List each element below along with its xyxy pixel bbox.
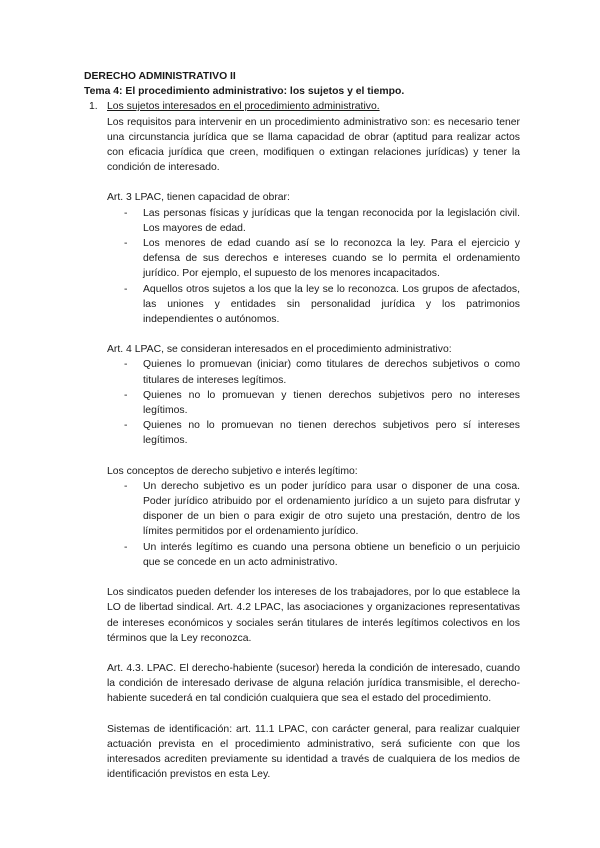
course-title: DERECHO ADMINISTRATIVO II: [84, 71, 236, 82]
section-number: 1.: [89, 101, 98, 113]
list-item-text: Un interés legítimo es cuando una persona obtiene un beneficio o un perjuicio que se concede en un acto administrativo.: [143, 541, 520, 568]
list-item: [107, 418, 520, 448]
list-item: [107, 357, 520, 387]
section-heading: [84, 99, 520, 114]
dash-bullet: -: [124, 283, 128, 295]
art4-lead: Art. 4 LPAC, se consideran interesados en el procedimiento administrativo:: [107, 344, 452, 356]
dash-bullet: -: [124, 541, 128, 553]
list-item-text: Quienes lo promuevan (iniciar) como titulares de derechos subjetivos o como titulares de intereses legítimos.: [143, 359, 520, 386]
art3-list: [107, 206, 520, 328]
list-item: [107, 206, 520, 236]
identificacion-paragraph: Sistemas de identificación: art. 11.1 LPAC, con carácter general, para realizar cualquier actuación prevista en el procedimiento administrativo, será suficiente con que los interesados acrediten previamente su identidad a través de cualquiera de los medios de identificación previstos en esta Ley.: [107, 723, 520, 781]
document-page: [84, 69, 520, 782]
concepts-block: [107, 464, 520, 570]
sindicatos-paragraph: Los sindicatos pueden defender los intereses de los trabajadores, por lo que establece la LO de libertad sindical. Art. 4.2 LPAC, las asociaciones y organizaciones representativas de intereses económicos y sociales serán titulares de interés legítimos colectivos en los términos que la Ley reconozca.: [107, 587, 520, 644]
list-item-text: Las personas físicas y jurídicas que la tengan reconocida por la legislación civil. Los mayores de edad.: [143, 207, 520, 234]
list-item: [107, 479, 520, 540]
dash-bullet: -: [124, 420, 128, 432]
list-item-text: Un derecho subjetivo es un poder jurídico para usar o disponer de una cosa. Poder jurídico atribuido por el ordenamiento jurídico a un sujeto para disfrutar y disponer de un bien o para exigir de otro sujeto una prestación, dentro de los límites permitidos por el ordenamiento jurídico.: [143, 480, 520, 538]
section-heading-text: Los sujetos interesados en el procedimiento administrativo.: [107, 101, 380, 113]
list-item: [107, 236, 520, 282]
concepts-lead: Los conceptos de derecho subjetivo e interés legítimo:: [107, 465, 358, 477]
list-item-text: Quienes no lo promuevan no tienen derechos subjetivos pero sí intereses legítimos.: [143, 420, 520, 447]
art3-block: [107, 190, 520, 327]
intro-paragraph: Los requisitos para intervenir en un procedimiento administrativo son: es necesario tener una circunstancia jurídica que se llama capacidad de obrar (aptitud para realizar actos con eficacia jurídica que creen, modifiquen o extingan relaciones jurídicas) y tener la condición de interesado.: [107, 116, 520, 174]
art4-list: [107, 357, 520, 448]
list-item-text: Quienes no lo promuevan y tienen derechos subjetivos pero no intereses legítimos.: [143, 389, 520, 417]
section-body: [107, 115, 520, 783]
list-item: [107, 388, 520, 418]
dash-bullet: -: [124, 480, 128, 492]
list-item: [107, 282, 520, 328]
dash-bullet: -: [124, 207, 128, 219]
list-item-text: Aquellos otros sujetos a los que la ley se lo reconozca. Los grupos de afectados, las uniones y entidades sin personalidad jurídica y los patrimonios independientes o autónomos.: [143, 283, 520, 326]
dash-bullet: -: [124, 359, 128, 371]
concepts-list: [107, 479, 520, 570]
art43-paragraph: Art. 4.3. LPAC. El derecho-habiente (sucesor) hereda la condición de interesado, cuando la condición de interesado derivase de alguna relación jurídica transmisible, el derecho-habiente sucederá en tal condición cualquiera que sea el estado del procedimiento.: [107, 662, 520, 705]
dash-bullet: -: [124, 238, 128, 250]
list-item-text: Los menores de edad cuando así se lo reconozca la ley. Para el ejercicio y defensa de sus derechos e intereses cuando se lo permita el ordenamiento jurídico. Por ejemplo, el supuesto de los menores incapacitados.: [143, 238, 520, 280]
art4-block: [107, 342, 520, 448]
topic-title: Tema 4: El procedimiento administrativo: los sujetos y el tiempo.: [84, 86, 405, 98]
dash-bullet: -: [124, 389, 128, 401]
art3-lead: Art. 3 LPAC, tienen capacidad de obrar:: [107, 192, 290, 204]
list-item: [107, 540, 520, 570]
